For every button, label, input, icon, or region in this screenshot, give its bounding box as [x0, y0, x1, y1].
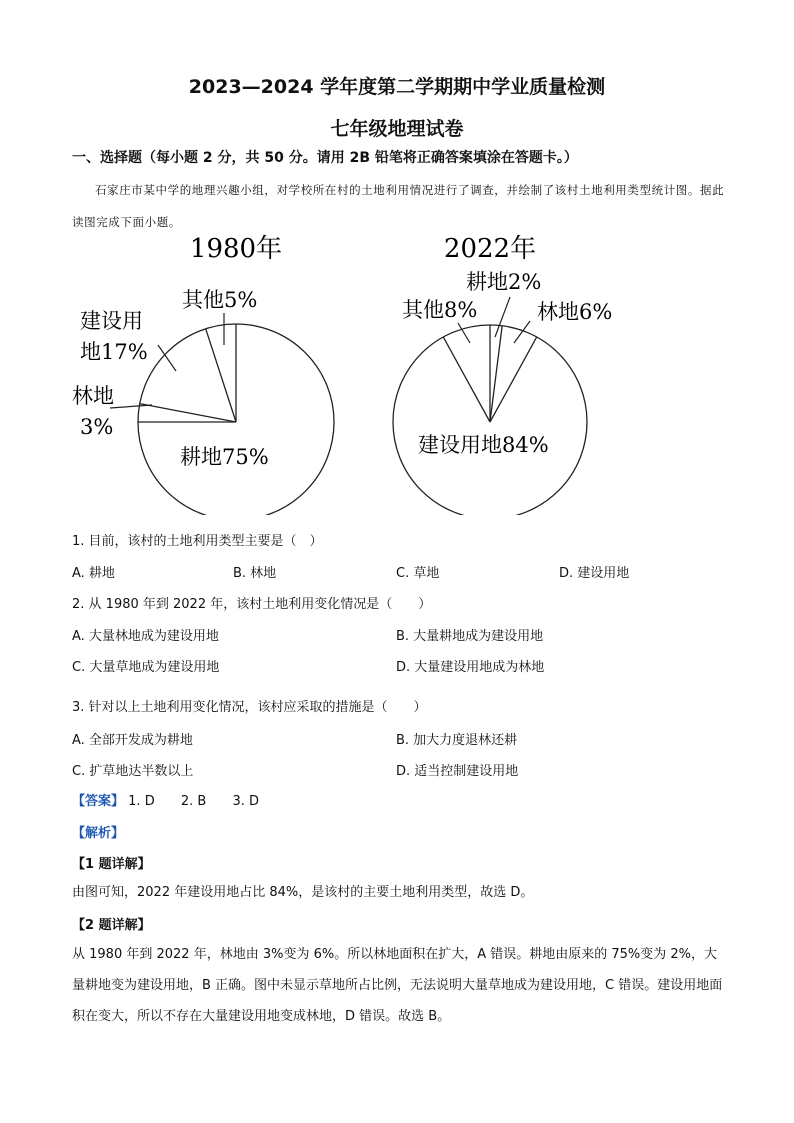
question-2-option-d[interactable]: D. 大量建设用地成为林地 — [396, 660, 545, 675]
question-3-option-b[interactable]: B. 加大力度退林还耕 — [396, 733, 518, 748]
chart1-label-build-2: 地17% — [80, 340, 148, 364]
exam-title: 2023—2024 学年度第二学期期中学业质量检测 — [188, 76, 606, 98]
chart2-title: 2022年 — [443, 234, 537, 264]
question-3-option-c[interactable]: C. 扩草地达半数以上 — [72, 764, 194, 779]
chart1-slice-boundary-2 — [140, 404, 236, 422]
chart2-label-build: 建设用地84% — [418, 433, 549, 457]
analysis-label: 【解析】 — [72, 826, 125, 841]
chart2-label-forest: 林地6% — [537, 300, 613, 324]
chart2-slice-boundary-3 — [443, 337, 490, 422]
chart2-leader-other — [458, 323, 470, 343]
answer-1: 1. D — [128, 794, 155, 809]
chart1-title: 1980年 — [189, 234, 283, 264]
question-3-option-d[interactable]: D. 适当控制建设用地 — [396, 764, 519, 779]
question-2-option-c[interactable]: C. 大量草地成为建设用地 — [72, 660, 220, 675]
analysis-q1-text: 由图可知，2022 年建设用地占比 84%，是该村的主要土地利用类型，故选 D。 — [72, 885, 534, 900]
chart1-slice-boundary-3 — [206, 329, 236, 422]
pie-charts — [0, 225, 794, 515]
answer-2: 2. B — [180, 794, 207, 809]
question-2-stem: 2. 从 1980 年到 2022 年，该村土地利用变化情况是（ ） — [72, 597, 432, 612]
question-2-option-a[interactable]: A. 大量林地成为建设用地 — [72, 629, 219, 644]
question-1-option-d[interactable]: D. 建设用地 — [559, 566, 630, 581]
chart1-leader-forest — [110, 405, 152, 408]
analysis-q2-heading: 【2 题详解】 — [72, 918, 151, 933]
chart1-label-forest-1: 林地 — [72, 384, 114, 408]
chart1-label-forest-2: 3% — [80, 415, 114, 439]
chart2-label-farm: 耕地2% — [466, 270, 542, 294]
question-1-option-a[interactable]: A. 耕地 — [72, 566, 115, 581]
question-1-option-c[interactable]: C. 草地 — [396, 566, 440, 581]
question-1-stem: 1. 目前，该村的土地利用类型主要是（ ） — [72, 534, 323, 549]
chart1-label-build-1: 建设用 — [80, 309, 143, 333]
chart2-slice-boundary-2 — [490, 337, 537, 422]
chart2-leader-farm — [495, 297, 510, 337]
question-2-option-b[interactable]: B. 大量耕地成为建设用地 — [396, 629, 544, 644]
answer-3: 3. D — [232, 794, 259, 809]
chart2-slice-boundary-1 — [490, 326, 502, 422]
analysis-q2-text: 从 1980 年到 2022 年，林地由 3%变为 6%。所以林地面积在扩大，A 错误。耕地由原来的 75%变为 2%，大量耕地变为建设用地，B 正确。图中未显示草地所占比例，无法说明大量草地成为建设用地，C 错误。建设用地面积在变大，所以不存在大量建设用地变成林地，D 错误。故选 B。 — [72, 947, 723, 1024]
question-3-option-a[interactable]: A. 全部开发成为耕地 — [72, 733, 193, 748]
chart1-label-farm: 耕地75% — [180, 445, 269, 469]
question-1-option-b[interactable]: B. 林地 — [233, 566, 277, 581]
question-3-stem: 3. 针对以上土地利用变化情况，该村应采取的措施是（ ） — [72, 700, 427, 715]
chart1-label-other: 其他5% — [182, 288, 258, 312]
answer-line — [72, 790, 281, 809]
chart1-leader-build — [158, 345, 176, 371]
exam-subtitle: 七年级地理试卷 — [330, 118, 464, 140]
answer-label: 【答案】 — [72, 794, 125, 809]
analysis-q1-heading: 【1 题详解】 — [72, 857, 151, 872]
chart2-radii — [443, 325, 536, 422]
chart2-label-other: 其他8% — [402, 298, 478, 322]
section-heading: 一、选择题（每小题 2 分，共 50 分。请用 2B 铅笔将正确答案填涂在答题卡。） — [72, 150, 578, 166]
section-intro: 石家庄市某中学的地理兴趣小组，对学校所在村的土地利用情况进行了调查，并绘制了该村土地利用类型统计图。据此读图完成下面小题。 — [72, 183, 725, 229]
chart1-radii — [138, 324, 236, 422]
